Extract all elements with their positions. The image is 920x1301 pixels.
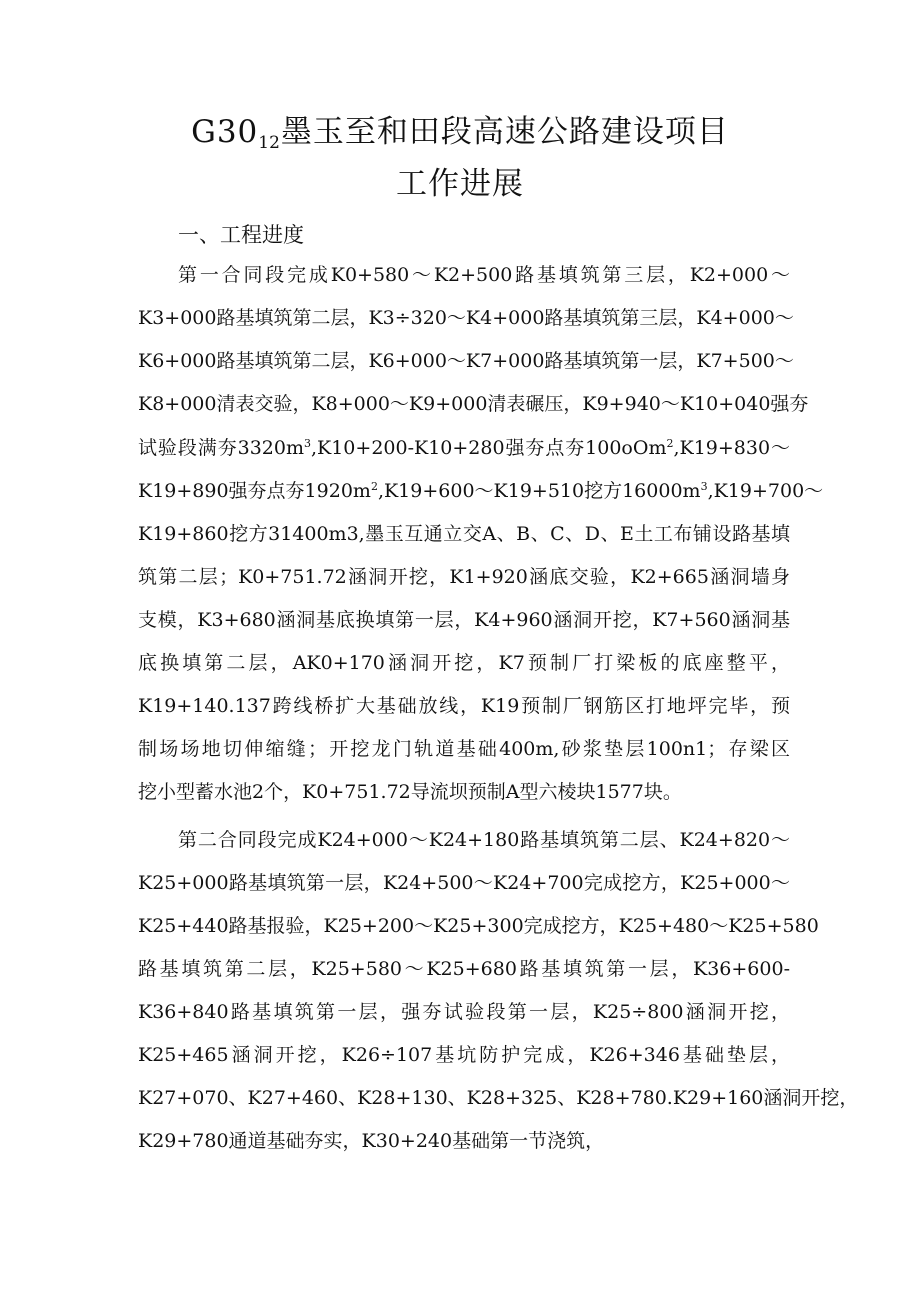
paragraph1-line: K19+140.137跨线桥扩大基础放线，K19预制厂钢筋区打地坪完毕，预 — [138, 695, 790, 717]
paragraph1-line: 制场场地切伸缩缝；开挖龙门轨道基础400m,砂浆垫层100n1；存梁区 — [138, 738, 790, 760]
superscript: 2 — [666, 437, 674, 450]
paragraph1-line: 筑第二层；K0+751.72涵洞开挖，K1+920涵底交验，K2+665涵洞墙身 — [138, 566, 790, 588]
paragraph1-line — [138, 476, 824, 506]
superscript: 3 — [303, 437, 311, 450]
section-heading-progress: 一、工程进度 — [178, 223, 304, 247]
line-text: ,K19+700～ — [707, 480, 824, 502]
line-text: ,K10+200-K10+280强夯点夯100oOm — [310, 437, 667, 459]
document-title-line2: 工作进展 — [396, 166, 524, 202]
paragraph2-line: 第二合同段完成K24+000～K24+180路基填筑第二层、K24+820～ — [178, 829, 790, 851]
title-subscript: 12 — [258, 133, 280, 153]
paragraph1-line: K3+000路基填筑第二层，K3÷320～K4+000路基填筑第三层，K4+000～ — [138, 307, 794, 329]
superscript: 2 — [370, 480, 378, 493]
line-text: K19+890强夯点夯1920m — [138, 480, 371, 502]
line-text: ,K19+830～ — [673, 437, 790, 459]
title-prefix: G30 — [191, 114, 259, 150]
paragraph1-line: K8+000清表交验，K8+000～K9+000清表碾压，K9+940～K10+040强夯 — [138, 393, 809, 415]
paragraph1-line — [138, 433, 790, 463]
paragraph1-line: K6+000路基填筑第二层，K6+000～K7+000路基填筑第一层，K7+500～ — [138, 350, 794, 372]
paragraph2-line: 路基填筑第二层，K25+580～K25+680路基填筑第一层，K36+600- — [138, 958, 790, 980]
paragraph1-line: K19+860挖方31400m3,墨玉互通立交A、B、C、D、E土工布铺设路基填 — [138, 523, 790, 545]
paragraph2-line: K27+070、K27+460、K28+130、K28+325、K28+780.K29+160涵洞开挖， — [138, 1087, 859, 1109]
paragraph1-line: 底换填第二层，AK0+170涵洞开挖，K7预制厂打梁板的底座整平， — [138, 652, 790, 674]
paragraph2-line: K29+780通道基础夯实，K30+240基础第一节浇筑， — [138, 1130, 605, 1152]
paragraph2-line: K36+840路基填筑第一层，强夯试验段第一层，K25÷800涵洞开挖， — [138, 1001, 790, 1023]
title-main: 墨玉至和田段高速公路建设项目 — [280, 114, 729, 150]
paragraph2-line: K25+465涵洞开挖，K26÷107基坑防护完成，K26+346基础垫层， — [138, 1044, 790, 1066]
paragraph2-line: K25+000路基填筑第一层，K24+500～K24+700完成挖方，K25+000～ — [138, 872, 790, 894]
paragraph1-line: 挖小型蓄水池2个，K0+751.72导流坝预制A型六棱块1577块。 — [138, 781, 682, 803]
paragraph1-line: 支模，K3+680涵洞基底换填第一层，K4+960涵洞开挖，K7+560涵洞基 — [138, 609, 790, 631]
document-title — [0, 112, 920, 163]
superscript: 3 — [700, 480, 708, 493]
paragraph2-line: K25+440路基报验，K25+200～K25+300完成挖方，K25+480～K25+580 — [138, 915, 819, 937]
paragraph1-line: 第一合同段完成K0+580～K2+500路基填筑第三层，K2+000～ — [178, 264, 790, 286]
line-text: ,K19+600～K19+510挖方16000m — [377, 480, 701, 502]
line-text: 试验段满夯3320m — [138, 437, 304, 459]
